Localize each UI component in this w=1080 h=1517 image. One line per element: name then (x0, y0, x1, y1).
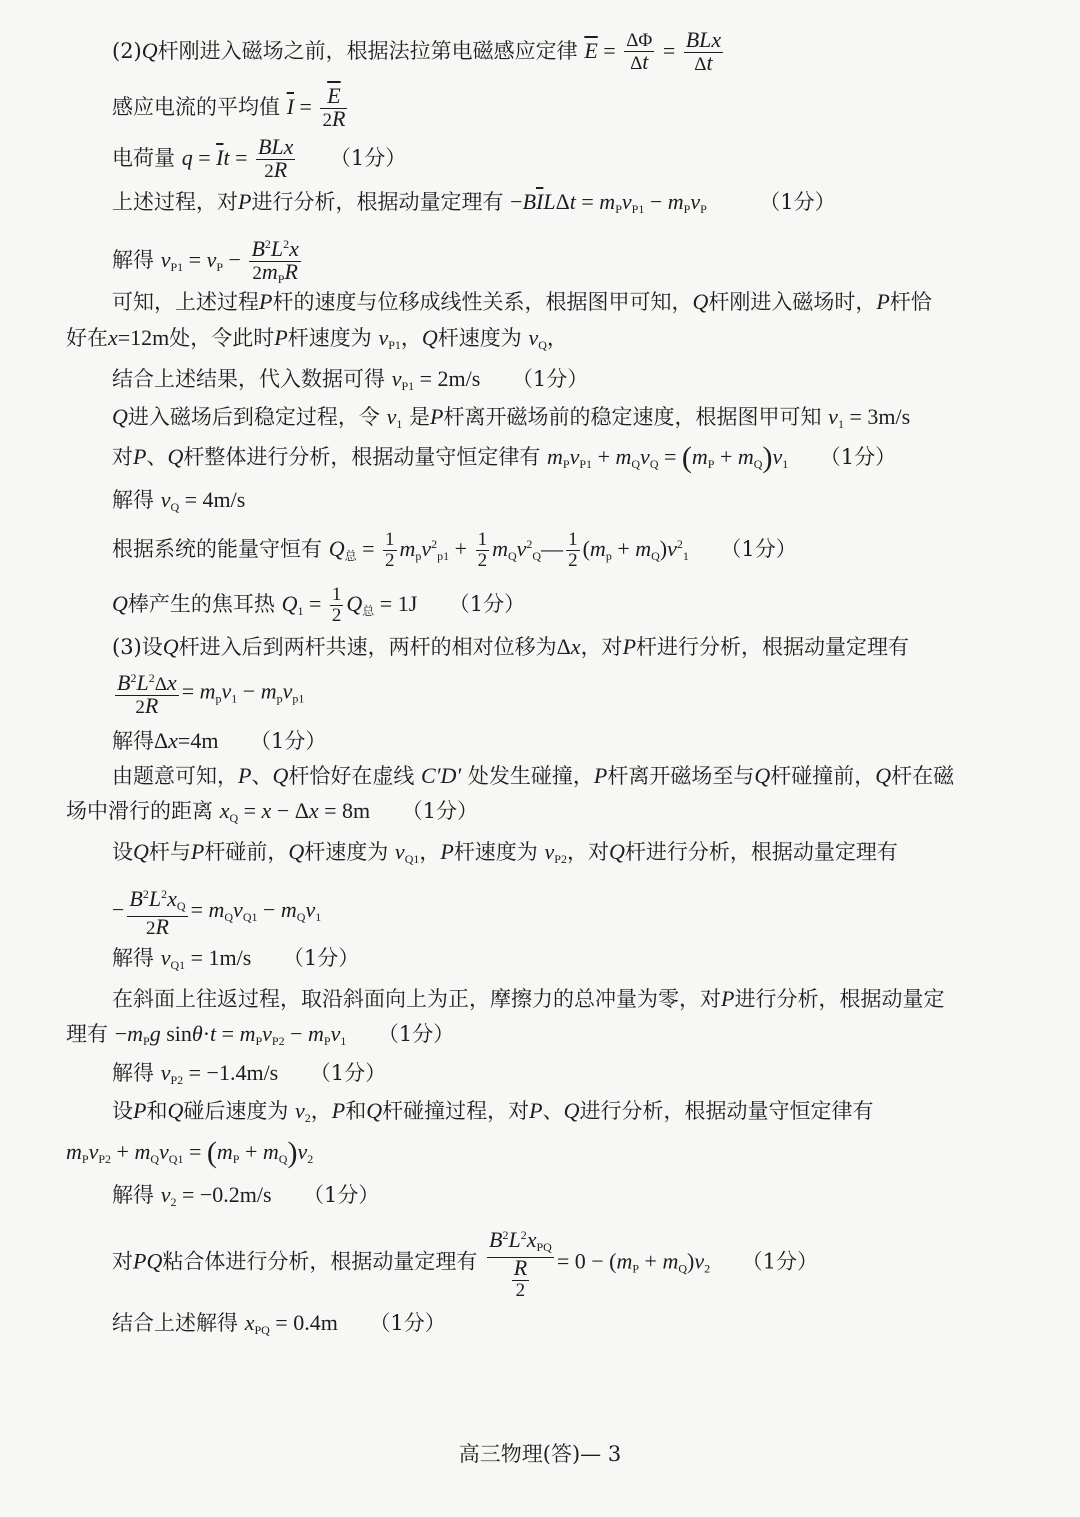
line-1: (2)Q杆刚进入磁场之前，根据法拉第电磁感应定律 $\overline{E}$ = $\frac{\Delta\Phi}{\Delta t}$ = $\frac{\text{BLx}}{\Delta t}$ (112, 27, 722, 75)
line-14: (3)设Q杆进入后到两杆共速，两杆的相对位移为Δx，对P杆进行分析，根据动量定理有 (112, 634, 910, 659)
line-15: $\frac{B^2L^2\Delta x}{2R}$ = $m_pv_1 - m_pv_{p1}$ (117, 670, 305, 718)
line-27: 解得 $v_2 = -0.2m/s$ （1分） (112, 1182, 380, 1209)
line-8: 结合上述结果，代入数据可得 $v_{P1} = 2m/s$ （1分） (112, 366, 589, 393)
line-19: 设Q杆与P杆碰前，Q杆速度为 $v_{Q1}$，P杆速度为 $v_{P2}$，对Q杆进行分析，根据动量定理有 (112, 839, 898, 866)
line-22: 在斜面上往返过程，取沿斜面向上为正，摩擦力的总冲量为零，对P进行分析，根据动量定 (112, 986, 945, 1011)
line-4: 上述过程，对P进行分析，根据动量定理有 $-B\overline{I}L\Delta t = m_Pv_{P1} - m_Pv_P$ （1分） (112, 189, 836, 216)
line-29: 结合上述解得 $x_{PQ} = 0.4m$ （1分） (112, 1310, 446, 1337)
line-16: 解得Δx=4m （1分） (112, 728, 327, 753)
line-23: 理有 $-m_Pg$ $\sin\theta\cdot t = m_Pv_{P2} - m_Pv_1$ （1分） (66, 1021, 455, 1048)
line-7: 好在x=12m处，令此时P杆速度为 $v_{P1}$，Q杆速度为 $v_Q$， (66, 325, 568, 352)
line-28: 对PQ粘合体进行分析，根据动量定理有 $\frac{B^2L^2x_{PQ}}{\frac{R}{2}}$ = $0 - (m_P + m_Q)v_2$ （1分） (112, 1227, 818, 1301)
line-11: 解得 $v_Q = 4m/s$ (112, 487, 246, 514)
line-20: − $\frac{B^2L^2x_Q}{2R}$ = $m_Qv_{Q1} - m_Qv_1$ (112, 886, 322, 939)
line-13: Q棒产生的焦耳热 $Q_1$ = $\frac{1}{2}$ $Q_总 = 1J$ （1分） (112, 584, 526, 626)
line-17: 由题意可知，P、Q杆恰好在虚线 C′D′ 处发生碰撞，P杆离开磁场至与Q杆碰撞前，Q杆在磁 (112, 763, 955, 788)
page-footer: 高三物理(答)— 3 (458, 1442, 622, 1466)
line-10: 对P、Q杆整体进行分析，根据动量守恒定律有 $m_Pv_{P1} + m_Qv_Q = (m_P + m_Q)v_1$ （1分） (112, 441, 897, 474)
line-12: 根据系统的能量守恒有 $Q_总$ = $\frac{1}{2}$ $m_pv^2_{p1}$ + $\frac{1}{2}$ $m_Qv^2_Q—$ $\frac{1}{2}$ $(m_p + m_Q)v^2_1$ （1分） (112, 529, 797, 571)
line-26: $m_Pv_{P2} + m_Qv_{Q1} = (m_P + m_Q)v_2$ (66, 1136, 314, 1169)
line-21: 解得 $v_{Q1} = 1m/s$ （1分） (112, 945, 360, 972)
line-9: Q进入磁场后到稳定过程，令 $v_1$ 是P杆离开磁场前的稳定速度，根据图甲可知 $v_1 = 3m/s$ (112, 404, 911, 431)
line-24: 解得 $v_{P2} = -1.4m/s$ （1分） (112, 1060, 387, 1087)
line-18: 场中滑行的距离 $x_Q = x - \Delta x = 8m$ （1分） (66, 798, 479, 825)
line-6: 可知，上述过程P杆的速度与位移成线性关系，根据图甲可知，Q杆刚进入磁场时，P杆恰 (112, 289, 932, 314)
line-3: 电荷量 $q = \overline{I}t$ = $\frac{\text{BLx}}{2R}$ （1分） (112, 134, 407, 182)
line-25: 设P和Q碰后速度为 $v_2$，P和Q杆碰撞过程，对P、Q进行分析，根据动量守恒定律有 (112, 1098, 874, 1125)
line-5: 解得 $v_{P1} = v_P$ − $\frac{B^2L^2x}{2m_PR}$ (112, 236, 299, 286)
line-2: 感应电流的平均值 $\overline{I}$ = $\frac{\overline{E}}{2R}$ (112, 83, 346, 131)
